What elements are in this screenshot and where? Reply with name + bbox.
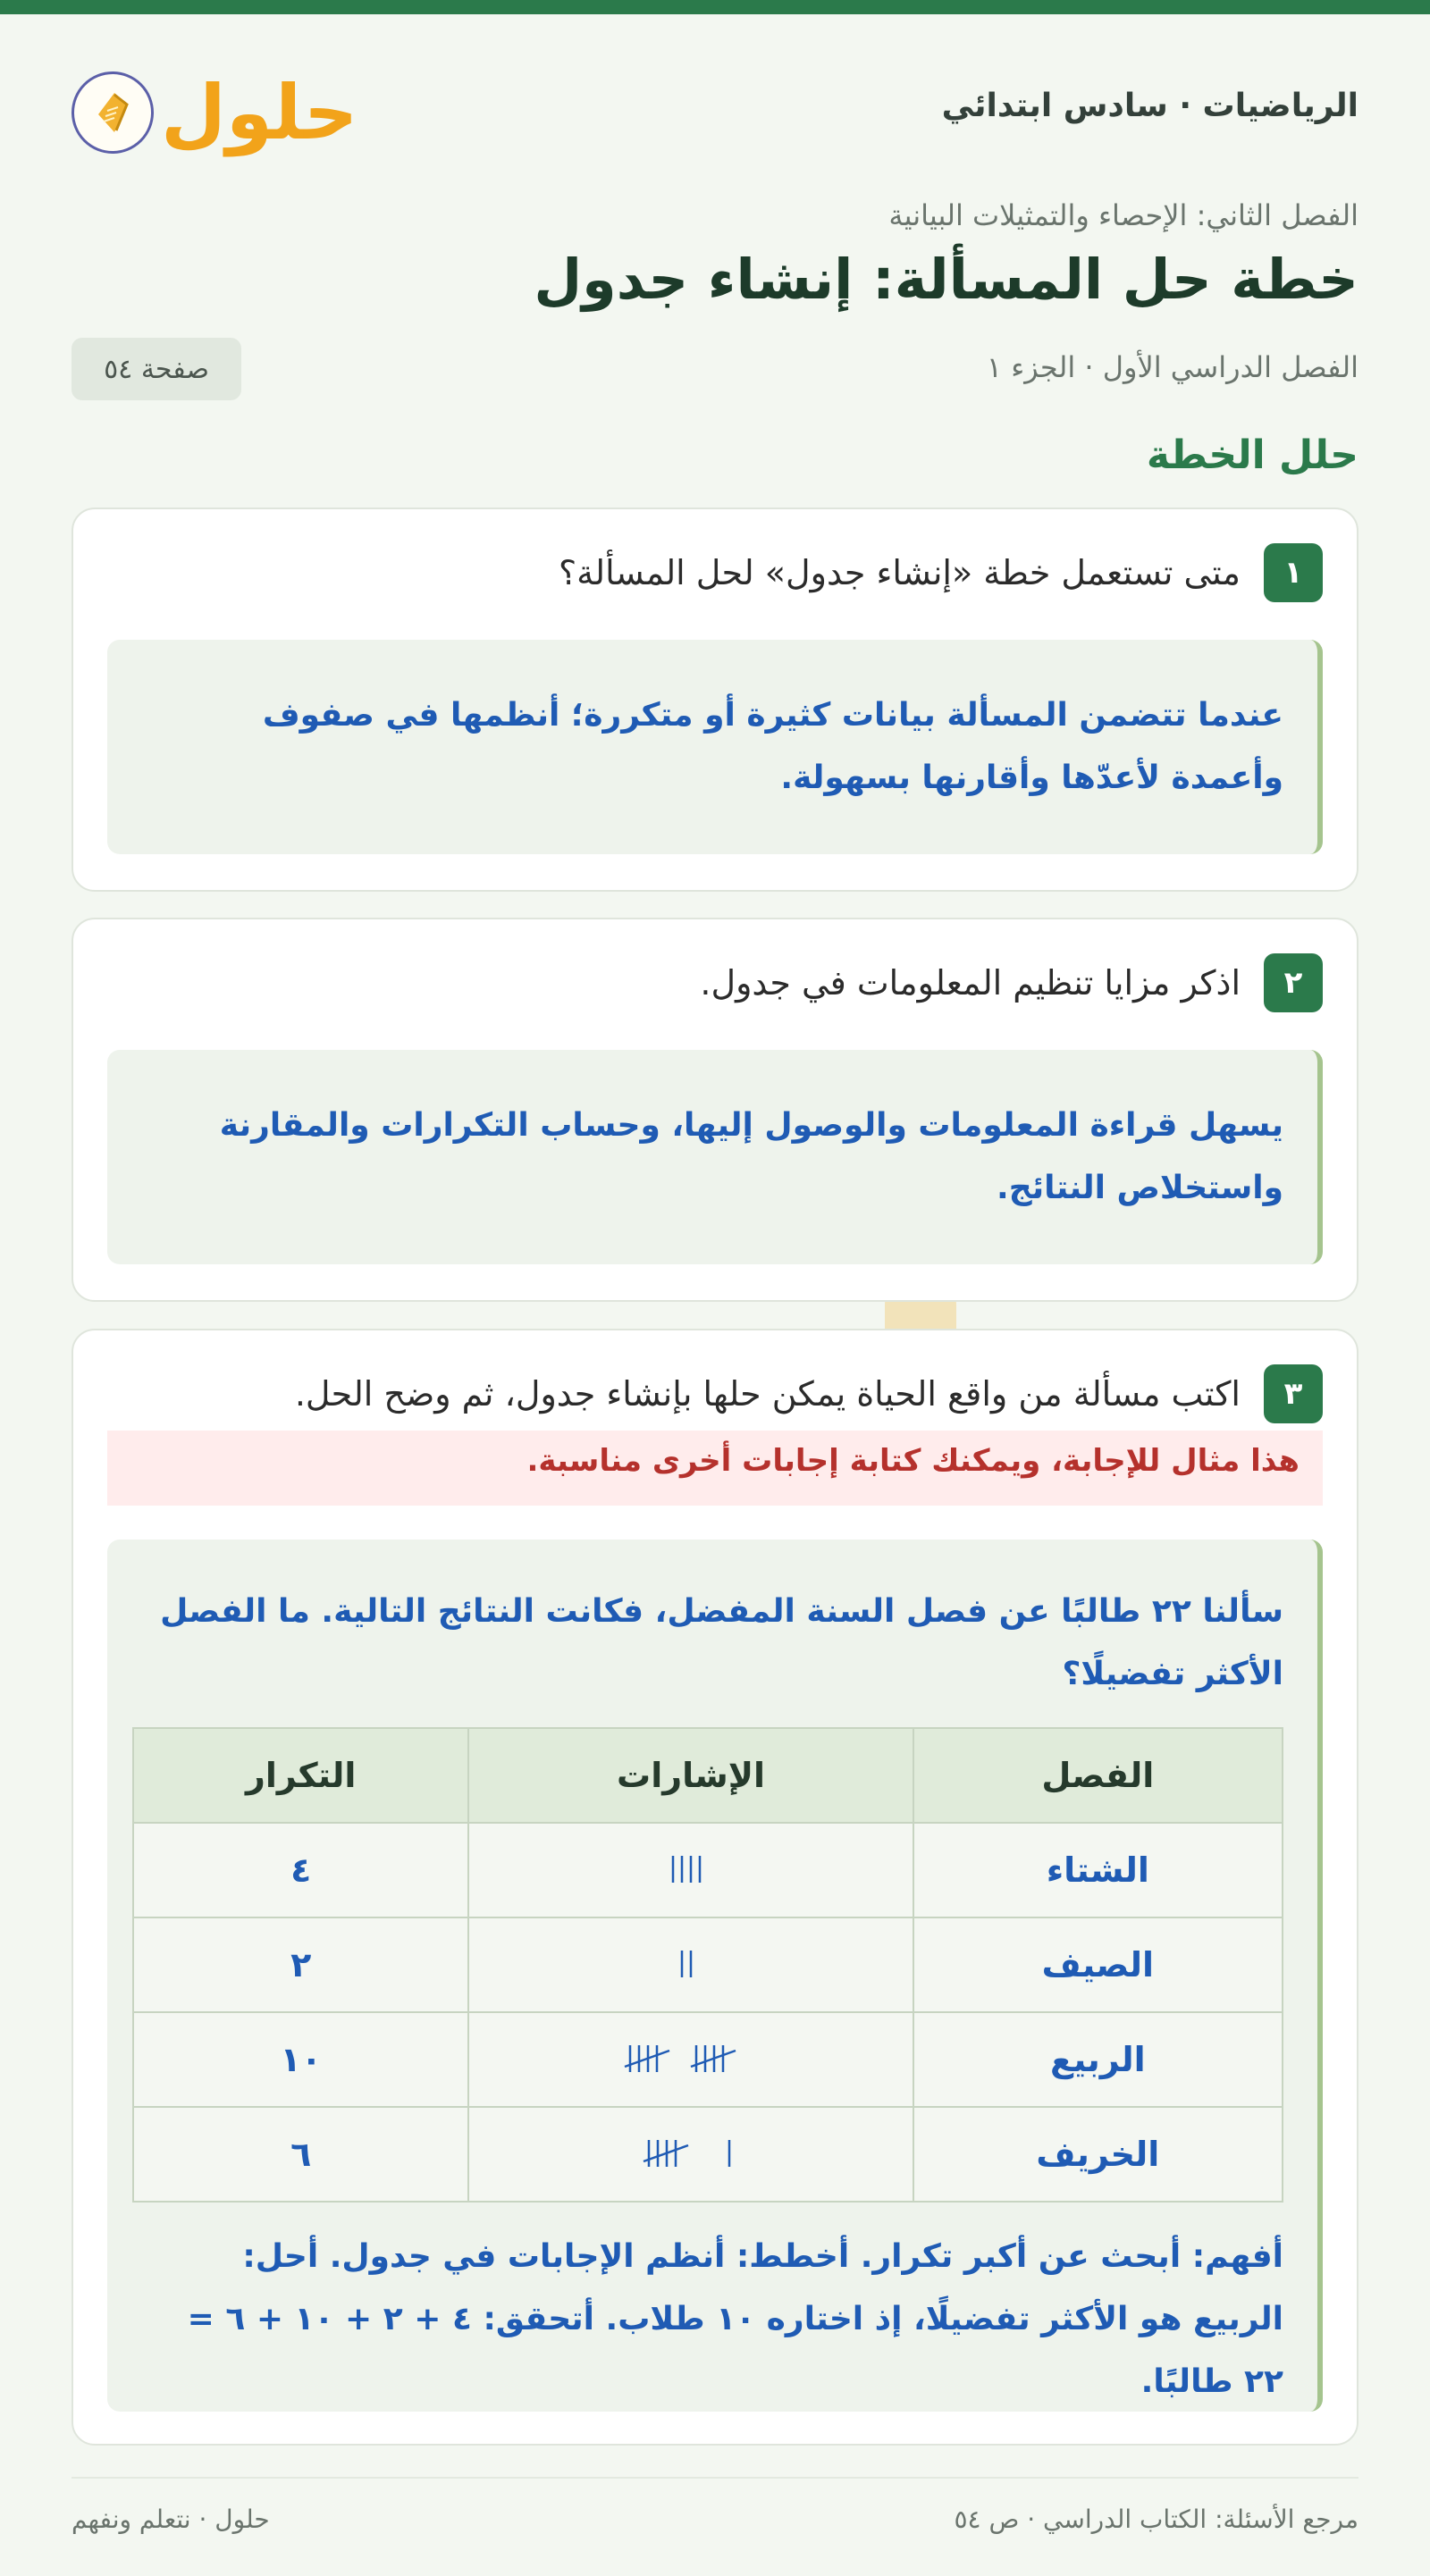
- question-text: متى تستعمل خطة «إنشاء جدول» لحل المسألة؟: [559, 553, 1241, 592]
- tally-marks: [638, 2135, 744, 2174]
- question-row: [700, 953, 1323, 1012]
- question-card-1: [72, 508, 1358, 892]
- answer-box: [107, 1540, 1323, 2412]
- season-cell: الربيع: [913, 2012, 1283, 2107]
- brand-logo-icon: [72, 71, 154, 154]
- tally-cell: [468, 1917, 913, 2012]
- chapter-label: الفصل الثاني: الإحصاء والتمثيلات البيانية: [888, 198, 1358, 232]
- tally-marks: [677, 1945, 705, 1984]
- tally-cell: [468, 2107, 913, 2202]
- season-cell: الخريف: [913, 2107, 1283, 2202]
- question-text: اكتب مسألة من واقع الحياة يمكن حلها بإنشاء جدول، ثم وضح الحل.: [294, 1374, 1241, 1414]
- page-header: [72, 54, 1358, 170]
- table-header-row: [133, 1728, 1283, 1823]
- question-text: اذكر مزايا تنظيم المعلومات في جدول.: [700, 963, 1241, 1003]
- count-cell: ٢: [133, 1917, 468, 2012]
- count-cell: ٤: [133, 1823, 468, 1917]
- answer-box: [107, 640, 1323, 854]
- brand[interactable]: [72, 71, 358, 154]
- table-row: [133, 2012, 1283, 2107]
- question-number: ٣: [1264, 1364, 1323, 1423]
- question-card-2: [72, 918, 1358, 1302]
- tally-cell: [468, 1823, 913, 1917]
- frequency-table: [132, 1727, 1283, 2203]
- answer-box: [107, 1050, 1323, 1264]
- season-cell: الصيف: [913, 1917, 1283, 2012]
- question-number: ٢: [1264, 953, 1323, 1012]
- table-row: [133, 2107, 1283, 2202]
- count-cell: ١٠: [133, 2012, 468, 2107]
- page-title: خطة حل المسألة: إنشاء جدول: [534, 247, 1358, 312]
- answer-text: عندما تتضمن المسألة بيانات كثيرة أو متكررة؛ أنظمها في صفوف وأعمدة لأعدّها وأقارنها بسهولة.: [262, 697, 1283, 796]
- term-meta: الفصل الدراسي الأول · الجزء ١: [986, 350, 1358, 384]
- column-header: التكرار: [133, 1728, 468, 1823]
- section-title: حلل الخطة: [1146, 432, 1358, 478]
- table-row: [133, 1823, 1283, 1917]
- tally-marks: [668, 1850, 714, 1890]
- column-header: الفصل: [913, 1728, 1283, 1823]
- tally-marks: [619, 2040, 762, 2079]
- question-row: [295, 1364, 1323, 1423]
- example-note: هذا مثال للإجابة، ويمكنك كتابة إجابات أخرى مناسبة.: [526, 1443, 1300, 1479]
- table-row: [133, 1917, 1283, 2012]
- season-cell: الشتاء: [913, 1823, 1283, 1917]
- footer-divider: [72, 2477, 1358, 2479]
- top-accent-bar: [0, 0, 1430, 14]
- question-row: [559, 543, 1323, 602]
- solution-text: أفهم: أبحث عن أكبر تكرار. أخطط: أنظم الإجابات في جدول. أحل: الربيع هو الأكثر تفضيلًا، إذ اختاره ١٠ طلاب. أتحقق: ٤ + ٢ + ١٠ + ٦ = ٢٢ طالبًا.: [187, 2238, 1283, 2400]
- brand-name: حلول: [161, 69, 358, 156]
- subject-label: الرياضيات · سادس ابتدائي: [941, 88, 1358, 124]
- footer-tagline: حلول · نتعلم ونفهم: [72, 2505, 270, 2534]
- tally-cell: [468, 2012, 913, 2107]
- problem-text: سألنا ٢٢ طالبًا عن فصل السنة المفضل، فكانت النتائج التالية. ما الفصل الأكثر تفضيلًا؟: [160, 1593, 1283, 1692]
- answer-text: يسهل قراءة المعلومات والوصول إليها، وحساب التكرارات والمقارنة واستخلاص النتائج.: [219, 1107, 1283, 1206]
- page-number-badge: صفحة ٥٤: [72, 338, 241, 400]
- footer-reference: مرجع الأسئلة: الكتاب الدراسي · ص ٥٤: [954, 2505, 1358, 2534]
- column-header: الإشارات: [468, 1728, 913, 1823]
- count-cell: ٦: [133, 2107, 468, 2202]
- question-number: ١: [1264, 543, 1323, 602]
- question-card-3: [72, 1329, 1358, 2446]
